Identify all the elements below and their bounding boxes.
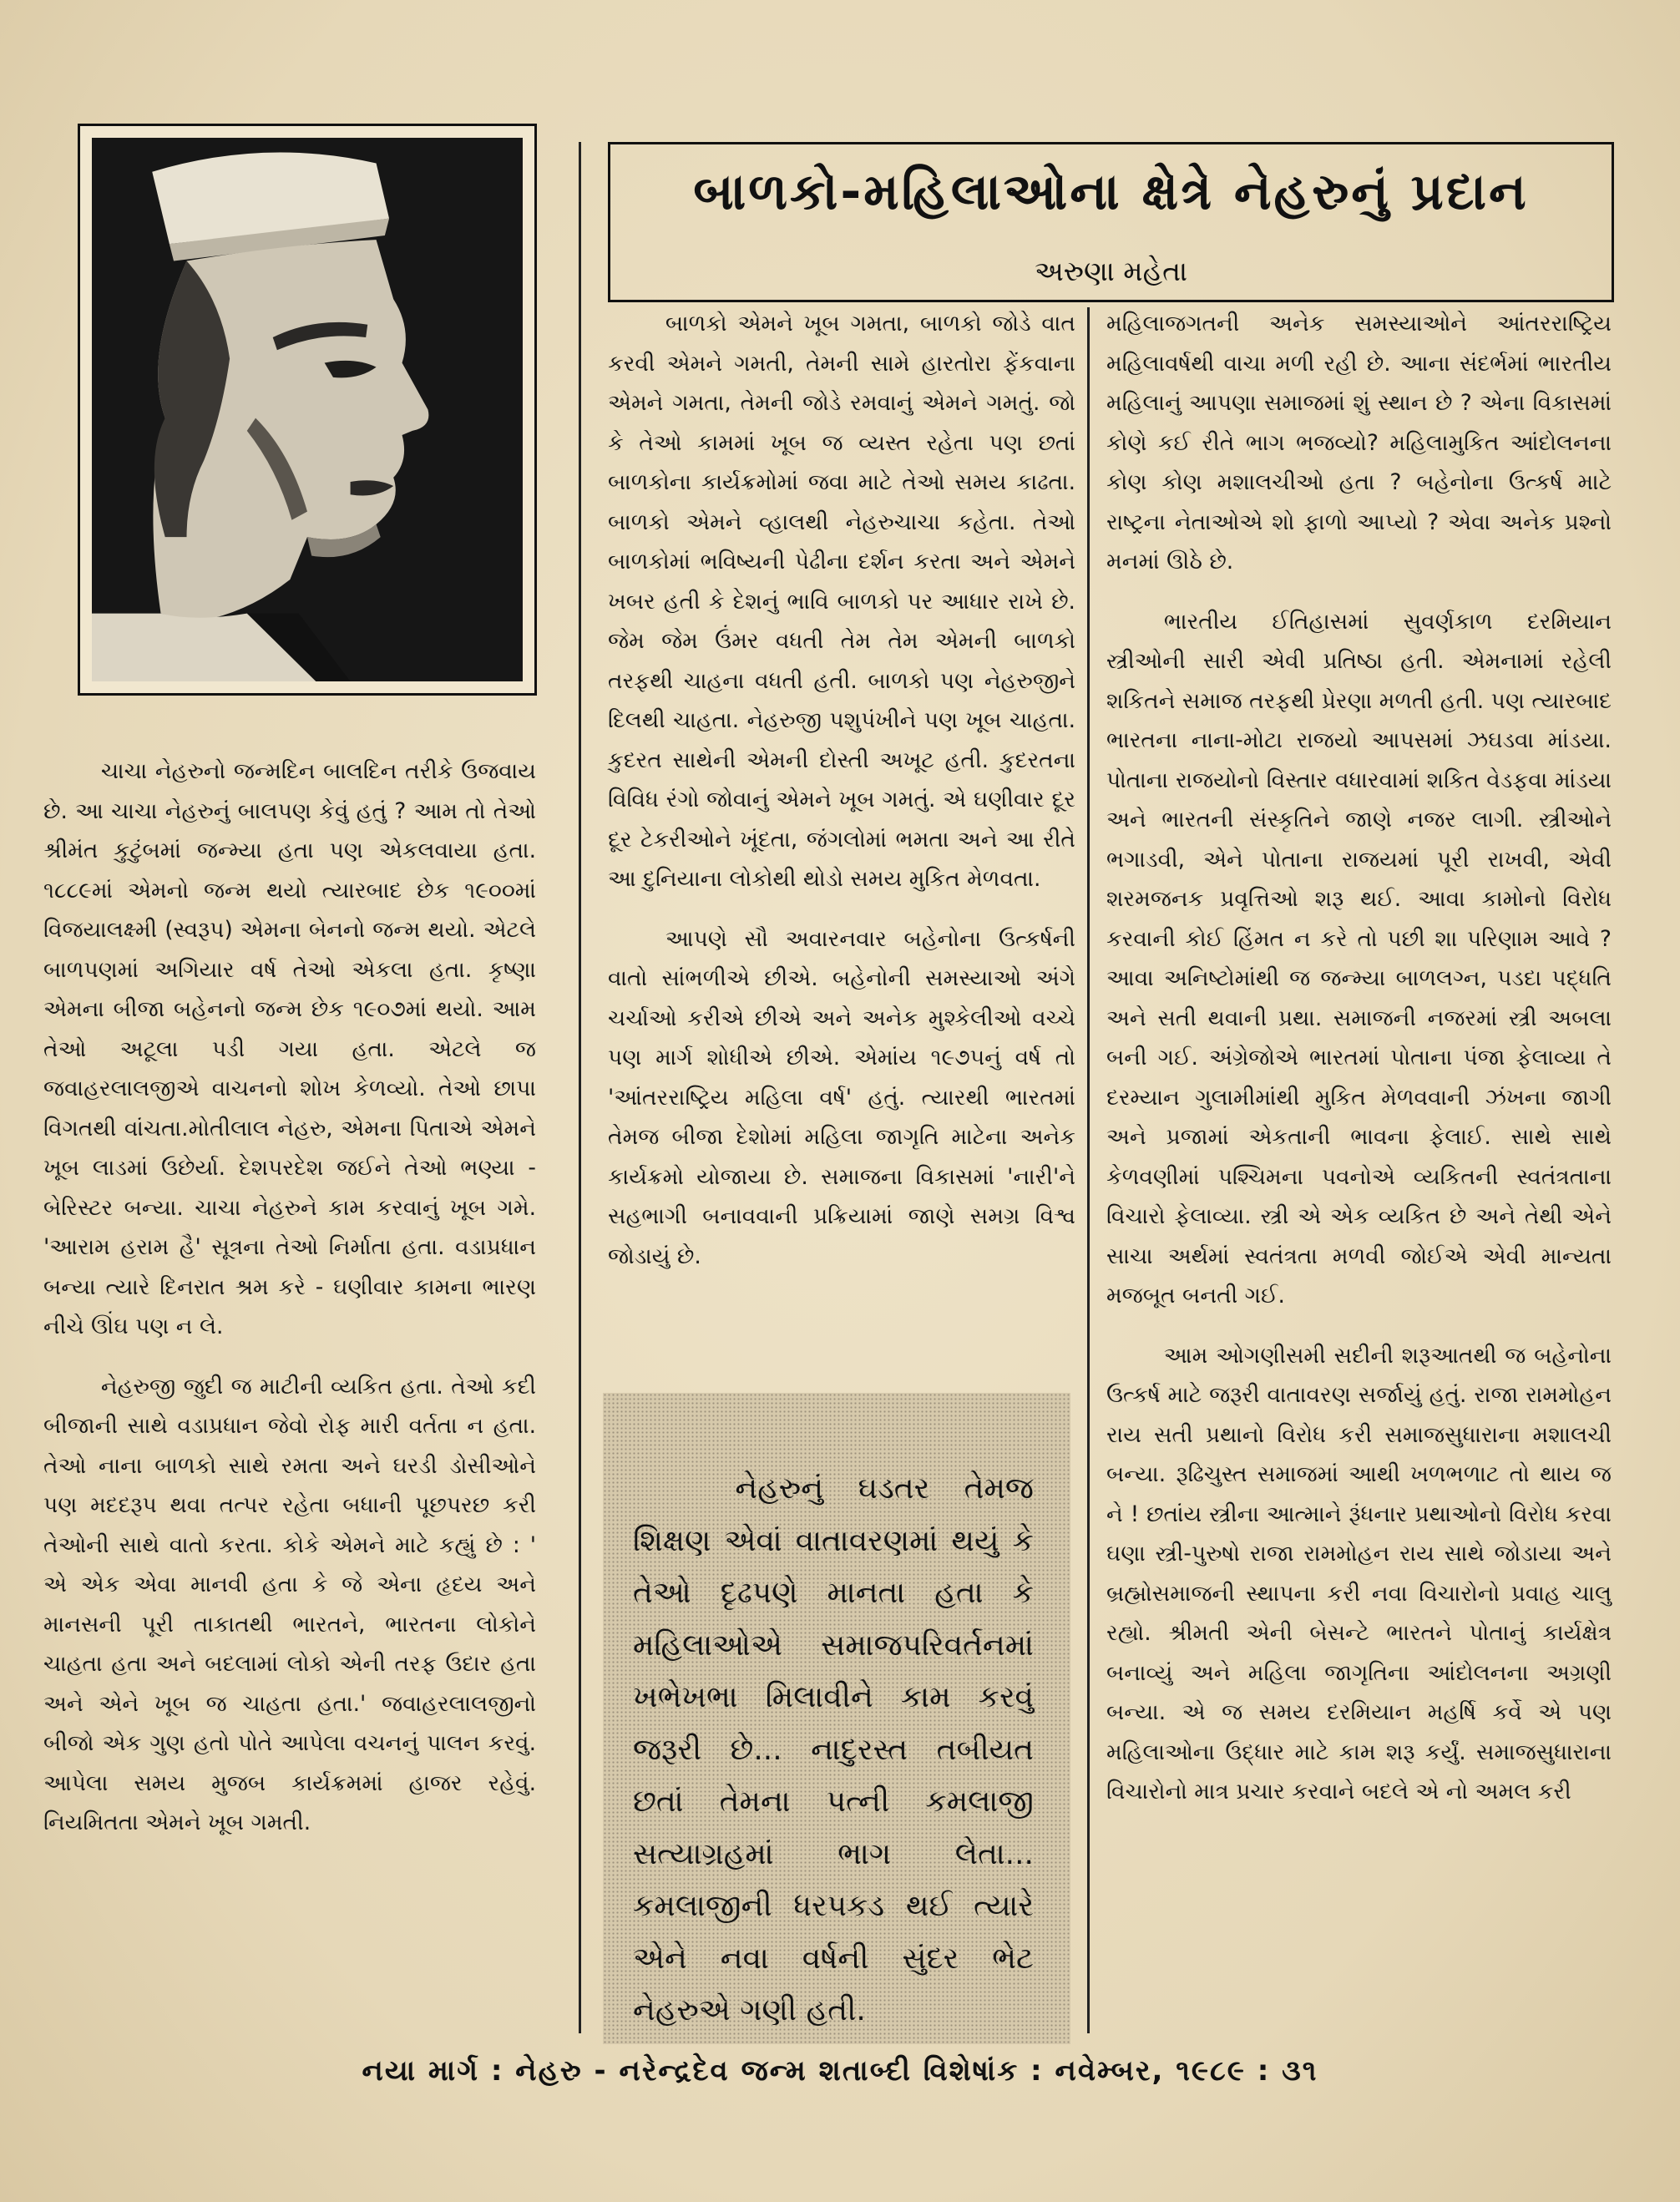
middle-paragraph-2: આપણે સૌ અવારનવાર બહેનોના ઉત્કર્ષની વાતો સાંભળીએ છીએ. બહેનોની સમસ્યાઓ અંગે ચર્ચાઓ કરીએ છીએ અને અનેક મુશ્કેલીઓ વચ્ચે પણ માર્ગ શોધીએ છીએ. એમાંય ૧૯૭૫નું વર્ષ તો 'આંતરરાષ્ટ્રિય મહિલા વર્ષ' હતું. ત્યારથી ભારતમાં તેમજ બીજા દેશોમાં મહિલા જાગૃતિ માટેના અનેક કાર્યક્રમો યોજાયા છે. સમાજના વિકાસમાં 'નારી'ને સહભાગી બનાવવાની પ્રક્રિયામાં જાણે સમગ્ર વિશ્વ જોડાયું છે. [608,925,1075,1269]
article-title: બાળકો-મહિલાઓના ક્ષેત્રે નેહરુનું પ્રદાન [693,163,1529,221]
column-left [43,752,536,1843]
portrait-illustration [92,138,523,681]
author-byline: અરુણા મહેતા [1034,255,1188,287]
pull-quote-text: નેહરુનું ઘડતર તેમજ શિક્ષણ એવાં વાતાવરણમાં થયું કે તેઓ દૃઢપણે માનતા હતા કે મહિલાઓએ સમાજપરિવર્તનમાં ખભેખભા મિલાવીને કામ કરવું જરૂરી છે... નાદુરસ્ત તબીયત છતાં તેમના પત્ની કમલાજી સત્યાગ્રહમાં ભાગ લેતા... કમલાજીની ધરપકડ થઈ ત્યારે એને નવા વર્ષની સુંદર ભેટ નેહરુએ ગણી હતી. [633,1471,1034,2027]
title-box [608,142,1614,302]
page-footer: નયા માર્ગ : નેહરુ - નરેન્દ્રદેવ જન્મ શતાબ્દી વિશેષાંક : નવેમ્બર, ૧૯૮૯ : ૩૧ [362,2054,1318,2088]
column-divider-right [1087,307,1090,2033]
column-right [1106,304,1612,1812]
right-paragraph-2: ભારતીય ઈતિહાસમાં સુવર્ણકાળ દરમિયાન સ્ત્રીઓની સારી એવી પ્રતિષ્ઠા હતી. એમનામાં રહેલી શકિતને સમાજ તરફથી પ્રેરણા મળતી હતી. પણ ત્યારબાદ ભારતના નાના-મોટા રાજયો આપસમાં ઝઘડવા માંડયા. પોતાના રાજયોનો વિસ્તાર વધારવામાં શકિત વેડફવા માંડયા અને ભારતની સંસ્કૃતિને જાણે નજર લાગી. સ્ત્રીઓને ભગાડવી, એને પોતાના રાજયમાં પૂરી રાખવી, એવી શરમજનક પ્રવૃત્તિઓ શરૂ થઈ. આવા કામોનો વિરોધ કરવાની કોઈ હિંમત ન કરે તો પછી શા પરિણામ આવે ? આવા અનિષ્ટોમાંથી જ જન્મ્યા બાળલગ્ન, પડદા પદ્ધતિ અને સતી થવાની પ્રથા. સમાજની નજરમાં સ્ત્રી અબલા બની ગઈ. અંગ્રેજોએ ભારતમાં પોતાના પંજા ફેલાવ્યા તે દરમ્યાન ગુલામીમાંથી મુકિત મેળવવાની ઝંખના જાગી અને પ્રજામાં એકતાની ભાવના ફેલાઈ. સાથે સાથે કેળવણીમાં પશ્ચિમના પવનોએ વ્યકિતની સ્વતંત્રતાના વિચારો ફેલાવ્યા. સ્ત્રી એ એક વ્યકિત છે અને તેથી એને સાચા અર્થમાં સ્વતંત્રતા મળવી જોઈએ એવી માન્યતા મજબૂત બનતી ગઈ. [1106,608,1612,1309]
column-middle [608,304,1075,1276]
nehru-portrait-photo [78,124,537,696]
pull-quote-box [603,1393,1070,2044]
left-paragraph-1: ચાચા નેહરુનો જન્મદિન બાલદિન તરીકે ઉજવાય છે. આ ચાચા નેહરુનું બાલપણ કેવું હતું ? આમ તો તેઓ શ્રીમંત કુટુંબમાં જન્મ્યા હતા પણ એકલવાયા હતા. ૧૮૮૯માં એમનો જન્મ થયો ત્યારબાદ છેક ૧૯૦૦માં વિજયાલક્ષ્મી (સ્વરૂપ) એમના બેનનો જન્મ થયો. એટલે બાળપણમાં અગિયાર વર્ષ તેઓ એકલા હતા. કૃષ્ણા એમના બીજા બહેનનો જન્મ છેક ૧૯૦૭માં થયો. આમ તેઓ અટૂલા પડી ગયા હતા. એટલે જ જવાહરલાલજીએ વાચનનો શોખ કેળવ્યો. તેઓ છાપા વિગતથી વાંચતા.મોતીલાલ નેહરુ, એમના પિતાએ એમને ખૂબ લાડમાં ઉછેર્યા. દેશપરદેશ જઈને તેઓ ભણ્યા - બેરિસ્ટર બન્યા. ચાચા નેહરુને કામ કરવાનું ખૂબ ગમે. 'આરામ હરામ હૈ' સૂત્રના તેઓ નિર્માતા હતા. વડાપ્રધાન બન્યા ત્યારે દિનરાત શ્રમ કરે - ઘણીવાર કામના ભારણ નીચે ઊંઘ પણ ન લે. [43,758,536,1339]
right-paragraph-1: મહિલાજગતની અનેક સમસ્યાઓને આંતરરાષ્ટ્રિય મહિલાવર્ષથી વાચા મળી રહી છે. આના સંદર્ભમાં ભારતીય મહિલાનું આપણા સમાજમાં શું સ્થાન છે ? એના વિકાસમાં કોણે કઈ રીતે ભાગ ભજવ્યો? મહિલામુકિત આંદોલનના કોણ કોણ મશાલચીઓ હતા ? બહેનોના ઉત્કર્ષ માટે રાષ્ટ્રના નેતાઓએ શો ફાળો આપ્યો ? એવા અનેક પ્રશ્નો મનમાં ઊઠે છે. [1106,311,1612,575]
right-paragraph-3: આમ ઓગણીસમી સદીની શરૂઆતથી જ બહેનોના ઉત્કર્ષ માટે જરૂરી વાતાવરણ સર્જાયું હતું. રાજા રામમોહન રાય સતી પ્રથાનો વિરોધ કરી સમાજસુધારાના મશાલચી બન્યા. રૂઢિચુસ્ત સમાજમાં આથી ખળભળાટ તો થાય જ ને ! છતાંય સ્ત્રીના આત્માને રૂંધનાર પ્રથાઓનો વિરોધ કરવા ઘણા સ્ત્રી-પુરુષો રાજા રામમોહન રાય સાથે જોડાયા અને બ્રહ્મોસમાજની સ્થાપના કરી નવા વિચારોનો પ્રવાહ ચાલુ રહ્યો. શ્રીમતી એની બેસન્ટે ભારતને પોતાનું કાર્યક્ષેત્ર બનાવ્યું અને મહિલા જાગૃતિના આંદોલનના અગ્રણી બન્યા. એ જ સમય દરમિયાન મહર્ષિ કર્વે એ પણ મહિલાઓના ઉદ્ધાર માટે કામ શરૂ કર્યું. સમાજસુધારાના વિચારોનો માત્ર પ્રચાર કરવાને બદલે એ નો અમલ કરી [1106,1342,1612,1805]
left-paragraph-2: નેહરુજી જુદી જ માટીની વ્યકિત હતા. તેઓ કદી બીજાની સાથે વડાપ્રધાન જેવો રોફ મારી વર્તતા ન હતા. તેઓ નાના બાળકો સાથે રમતા અને ઘરડી ડોસીઓને પણ મદદરૂપ થવા તત્પર રહેતા બધાની પૂછપરછ કરી તેઓની સાથે વાતો કરતા. કોકે એમને માટે કહ્યું છે : ' એ એક એવા માનવી હતા કે જે એના હૃદય અને માનસની પૂરી તાકાતથી ભારતને, ભારતના લોકોને ચાહતા હતા અને બદલામાં લોકો એની તરફ ઉદાર હતા અને એને ખૂબ જ ચાહતા હતા.' જવાહરલાલજીનો બીજો એક ગુણ હતો પોતે આપેલા વચનનું પાલન કરવું. આપેલા સમય મુજબ કાર્યક્રમમાં હાજર રહેવું. નિયમિતતા એમને ખૂબ ગમતી. [43,1373,536,1835]
middle-paragraph-1: બાળકો એમને ખૂબ ગમતા, બાળકો જોડે વાત કરવી એમને ગમતી, તેમની સામે હારતોરા ફેંકવાના એમને ગમતા, તેમની જોડે રમવાનું એમને ગમતું. જો કે તેઓ કામમાં ખૂબ જ વ્યસ્ત રહેતા પણ છતાં બાળકોના કાર્યક્રમોમાં જવા માટે તેઓ સમય કાઢતા. બાળકો એમને વ્હાલથી નેહરુચાચા કહેતા. તેઓ બાળકોમાં ભવિષ્યની પેઢીના દર્શન કરતા અને એમને ખબર હતી કે દેશનું ભાવિ બાળકો પર આધાર રાખે છે. જેમ જેમ ઉંમર વધતી તેમ તેમ એમની બાળકો તરફથી ચાહના વધતી હતી. બાળકો પણ નેહરુજીને દિલથી ચાહતા. નેહરુજી પશુપંખીને પણ ખૂબ ચાહતા. કુદરત સાથેની એમની દોસ્તી અખૂટ હતી. કુદરતના વિવિધ રંગો જોવાનું એમને ખૂબ ગમતું. એ ઘણીવાર દૂર દૂર ટેકરીઓને ખૂંદતા, જંગલોમાં ભમતા અને આ રીતે આ દુનિયાના લોકોથી થોડો સમય મુકિત મેળવતા. [608,311,1075,892]
column-divider-left [579,142,581,2033]
portrait-image [92,138,523,681]
